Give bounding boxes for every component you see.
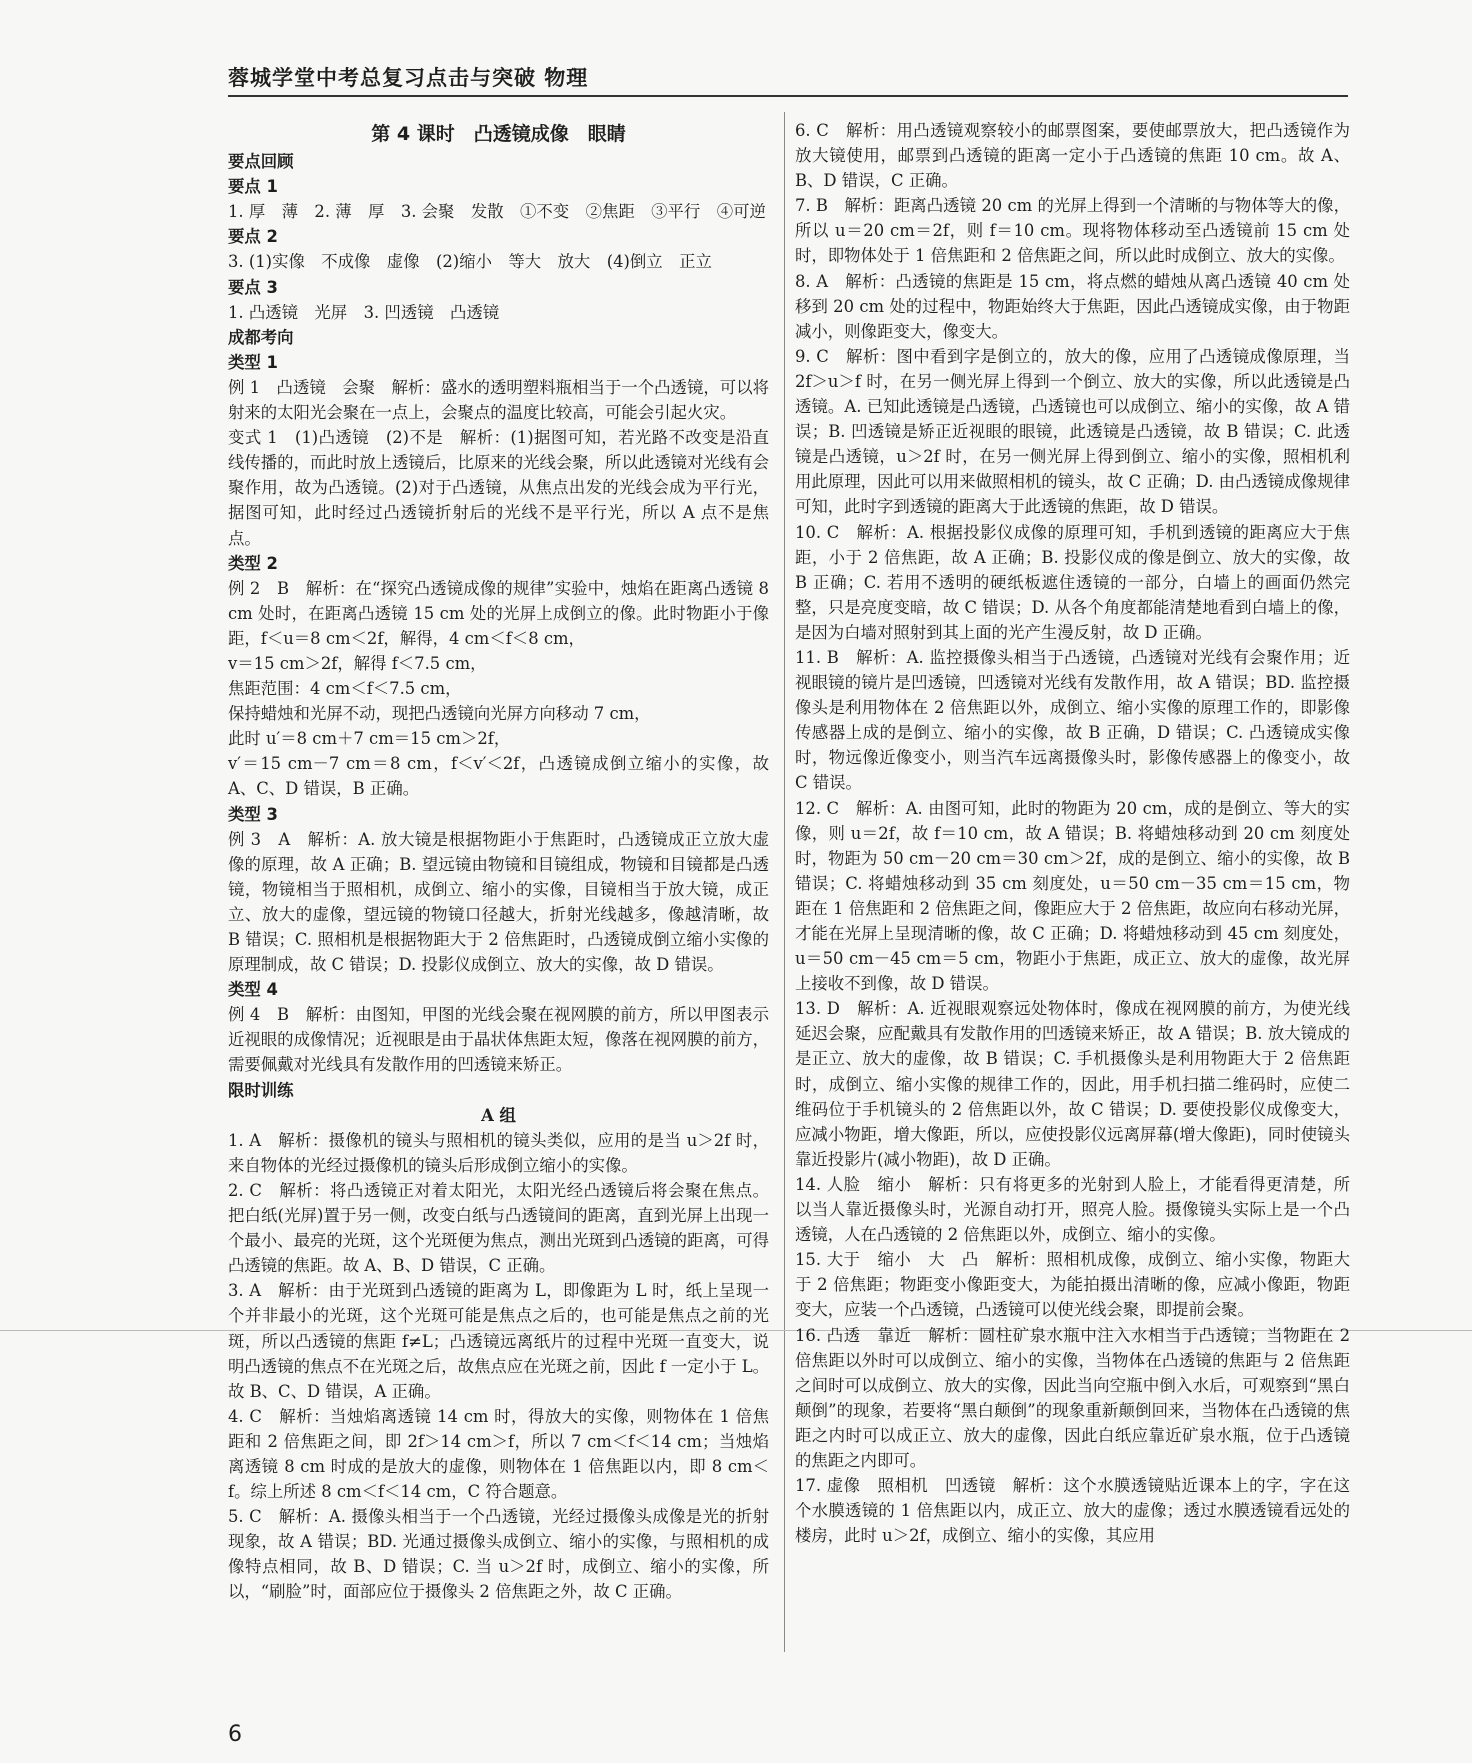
- section-heading: 成都考向: [228, 327, 294, 347]
- page-number: 6: [228, 1722, 242, 1747]
- group-heading: A 组: [481, 1105, 516, 1125]
- answer-paragraph: 1. 厚 薄 2. 薄 厚 3. 会聚 发散 ①不变 ②焦距 ③平行 ④可逆: [228, 202, 766, 222]
- answer-paragraph: 5. C 解析：A. 摄像头相当于一个凸透镜，光经过摄像头成像是光的折射现象，故 A 错误；BD. 光通过摄像头成倒立、缩小的实像，与照相机的成像特点相同，故 B、D 错误；C. 当 u＞2f 时，成倒立、缩小的实像，所以，“刷脸”时，面部应位于摄像头 2 倍焦距之外，故 C 正确。: [228, 1507, 769, 1602]
- section-heading: 限时训练: [228, 1080, 294, 1100]
- section-heading: 要点 2: [228, 227, 278, 247]
- answer-paragraph: 保持蜡烛和光屏不动，现把凸透镜向光屏方向移动 7 cm，: [228, 704, 651, 724]
- answer-paragraph: 1. A 解析：摄像机的镜头与照相机的镜头类似，应用的是当 u＞2f 时，来自物体的光经过摄像机的镜头后形成倒立缩小的实像。: [228, 1130, 769, 1175]
- answer-paragraph: 4. C 解析：当烛焰离透镜 14 cm 时，得放大的实像，则物体在 1 倍焦距和 2 倍焦距之间，即 2f＞14 cm＞f，所以 7 cm＜f＜14 cm；当烛焰离透镜 8 cm 时成的是放大的虚像，则物体在 1 倍焦距以内，即 8 cm＜f。综上所述 8 cm＜f＜14 cm，C 符合题意。: [228, 1406, 769, 1502]
- left-column-body: [228, 149, 769, 1604]
- section-heading: 类型 4: [228, 980, 278, 1000]
- section-heading: 类型 2: [228, 553, 278, 573]
- answer-paragraph: 1. 凸透镜 光屏 3. 凹透镜 凸透镜: [228, 302, 500, 322]
- header-rule: [228, 95, 1348, 97]
- answer-paragraph: 16. 凸透 靠近 解析：圆柱矿泉水瓶中注入水相当于凸透镜；当物距在 2 倍焦距以外时可以成倒立、缩小的实像，当物体在凸透镜的焦距与 2 倍焦距之间时可以成倒立、放大的实像，因此当向空瓶中倒入水后，可观察到“黑白颠倒”的现象，若要将“黑白颠倒”的现象重新颠倒回来，当物体在凸透镜的焦距之内时可以成正立、放大的虚像，因此白纸应靠近矿泉水瓶，位于凸透镜的焦距之内即可。: [795, 1325, 1350, 1470]
- answer-paragraph: 6. C 解析：用凸透镜观察较小的邮票图案，要使邮票放大，把凸透镜作为放大镜使用，邮票到凸透镜的距离一定小于凸透镜的焦距 10 cm。故 A、B、D 错误，C 正确。: [795, 121, 1350, 191]
- answer-paragraph: 15. 大于 缩小 大 凸 解析：照相机成像，成倒立、缩小实像，物距大于 2 倍焦距；物距变小像距变大，为能拍摄出清晰的像，应减小像距，物距变大，应装一个凸透镜，凸透镜可以使光线会聚，即提前会聚。: [795, 1250, 1350, 1320]
- answer-paragraph: v＝15 cm＞2f，解得 f＜7.5 cm，: [228, 653, 487, 673]
- right-column: [795, 118, 1350, 1548]
- answer-paragraph: 例 2 B 解析：在“探究凸透镜成像的规律”实验中，烛焰在距离凸透镜 8 cm 处时，在距离凸透镜 15 cm 处的光屏上成倒立的像。此时物距小于像距，f＜u＝8 cm＜2f，解得，4 cm＜f＜8 cm，: [228, 578, 769, 648]
- answer-paragraph: 3. A 解析：由于光斑到凸透镜的距离为 L，即像距为 L 时，纸上呈现一个并非最小的光斑，这个光斑可能是焦点之后的，也可能是焦点之前的光斑，所以凸透镜的焦距 f≠L；凸透镜远离纸片的过程中光斑一直变大，说明凸透镜的焦点不在光斑之后，故焦点应在光斑之前，因此 f 一定小于 L。故 B、C、D 错误，A 正确。: [228, 1281, 769, 1401]
- answer-paragraph: 例 1 凸透镜 会聚 解析：盛水的透明塑料瓶相当于一个凸透镜，可以将射来的太阳光会聚在一点上，会聚点的温度比较高，可能会引起火灾。: [228, 377, 769, 423]
- left-column: [228, 118, 769, 1605]
- answer-paragraph: v′＝15 cm－7 cm＝8 cm，f＜v′＜2f，凸透镜成倒立缩小的实像，故 A、C、D 错误，B 正确。: [228, 754, 769, 799]
- answer-paragraph: 17. 虚像 照相机 凹透镜 解析：这个水膜透镜贴近课本上的字，字在这个水膜透镜的 1 倍焦距以内，成正立、放大的虚像；透过水膜透镜看远处的楼房，此时 u＞2f，成倒立、缩小的实像，其应用: [795, 1476, 1350, 1546]
- section-heading: 要点 3: [228, 277, 278, 297]
- answer-paragraph: 12. C 解析：A. 由图可知，此时的物距为 20 cm，成的是倒立、等大的实像，则 u＝2f，故 f＝10 cm，故 A 错误；B. 将蜡烛移动到 20 cm 刻度处时，物距为 50 cm－20 cm＝30 cm＞2f，成的是倒立、缩小的实像，故 B 错误；C. 将蜡烛移动到 35 cm 刻度处，u＝50 cm－35 cm＝15 cm，物距在 1 倍焦距和 2 倍焦距之间，像距应大于 2 倍焦距，故应向右移动光屏，才能在光屏上呈现清晰的像，故 C 正确；D. 将蜡烛移动到 45 cm 刻度处，u＝50 cm－45 cm＝5 cm，物距小于焦距，成正立、放大的虚像，故光屏上接收不到像，故 D 错误。: [795, 798, 1350, 994]
- section-heading: 要点 1: [228, 177, 278, 197]
- answer-paragraph: 2. C 解析：将凸透镜正对着太阳光，太阳光经凸透镜后将会聚在焦点。把白纸(光屏)置于另一侧，改变白纸与凸透镜间的距离，直到光屏上出现一个最小、最亮的光斑，这个光斑便为焦点，测出光斑到凸透镜的距离，可得凸透镜的焦距。故 A、B、D 错误，C 正确。: [228, 1180, 769, 1276]
- answer-paragraph: 变式 1 (1)凸透镜 (2)不是 解析：(1)据图可知，若光路不改变是沿直线传播的，而此时放上透镜后，比原来的光线会聚，所以此透镜对光线有会聚作用，故为凸透镜。(2)对于凸透镜，从焦点出发的光线会成为平行光，据图可知，此时经过凸透镜折射后的光线不是平行光，所以 A 点不是焦点。: [228, 428, 769, 548]
- answer-paragraph: 8. A 解析：凸透镜的焦距是 15 cm，将点燃的蜡烛从离凸透镜 40 cm 处移到 20 cm 处的过程中，物距始终大于焦距，因此凸透镜成实像，由于物距减小，则像距变大，像变大。: [795, 271, 1350, 341]
- right-column-body: [795, 118, 1350, 1548]
- answer-paragraph: 此时 u′＝8 cm＋7 cm＝15 cm＞2f，: [228, 729, 511, 749]
- section-heading: 类型 3: [228, 804, 278, 824]
- column-divider: [784, 112, 785, 1652]
- section-heading: 要点回顾: [228, 152, 294, 172]
- answer-paragraph: 11. B 解析：A. 监控摄像头相当于凸透镜，凸透镜对光线有会聚作用；近视眼镜的镜片是凹透镜，凹透镜对光线有发散作用，故 A 错误；BD. 监控摄像头是利用物体在 2 倍焦距以外，成倒立、缩小实像的原理工作的，即影像传感器上成的是倒立、缩小的实像，故 B 正确，D 错误；C. 凸透镜成实像时，物远像近像变小，则当汽车远离摄像头时，影像传感器上的像变小，故 C 错误。: [795, 647, 1350, 793]
- answer-paragraph: 10. C 解析：A. 根据投影仪成像的原理可知，手机到透镜的距离应大于焦距，小于 2 倍焦距，故 A 正确；B. 投影仪成的像是倒立、放大的实像，故 B 正确；C. 若用不透明的硬纸板遮住透镜的一部分，白墙上的画面仍然完整，只是亮度变暗，故 C 错误；D. 从各个角度都能清楚地看到白墙上的像，是因为白墙对照射到其上面的光产生漫反射，故 D 正确。: [795, 522, 1350, 642]
- answer-paragraph: 例 4 B 解析：由图知，甲图的光线会聚在视网膜的前方，所以甲图表示近视眼的成像情况；近视眼是由于晶状体焦距太短，像落在视网膜的前方，需要佩戴对光线具有发散作用的凹透镜来矫正。: [228, 1005, 769, 1075]
- running-header: 蓉城学堂中考总复习点击与突破 物理: [228, 66, 589, 90]
- answer-paragraph: 13. D 解析：A. 近视眼观察远处物体时，像成在视网膜的前方，为使光线延迟会聚，应配戴具有发散作用的凹透镜来矫正，故 A 错误；B. 放大镜成的是正立、放大的虚像，故 B 错误；C. 手机摄像头是利用物距大于 2 倍焦距时，成倒立、缩小实像的规律工作的，因此，用手机扫描二维码时，应使二维码位于手机镜头的 2 倍焦距以外，故 C 错误；D. 要使投影仪成像变大，应减小物距，增大像距，所以，应使投影仪远离屏幕(增大像距)，同时使镜头靠近投影片(减小物距)，故 D 正确。: [795, 999, 1350, 1169]
- section-heading: 类型 1: [228, 352, 278, 372]
- lesson-title: 第 4 课时 凸透镜成像 眼睛: [371, 123, 626, 145]
- answer-paragraph: 14. 人脸 缩小 解析：只有将更多的光射到人脸上，才能看得更清楚，所以当人靠近摄像头时，光源自动打开，照亮人脸。摄像镜头实际上是一个凸透镜，人在凸透镜的 2 倍焦距以外，成倒立、缩小的实像。: [795, 1174, 1350, 1245]
- answer-paragraph: 例 3 A 解析：A. 放大镜是根据物距小于焦距时，凸透镜成正立放大虚像的原理，故 A 正确；B. 望远镜由物镜和目镜组成，物镜和目镜都是凸透镜，物镜相当于照相机，成倒立、缩小的实像，目镜相当于放大镜，成正立、放大的虚像，望远镜的物镜口径越大，折射光线越多，像越清晰，故 B 错误；C. 照相机是根据物距大于 2 倍焦距时，凸透镜成倒立缩小实像的原理制成，故 C 错误；D. 投影仪成倒立、放大的实像，故 D 错误。: [228, 829, 769, 975]
- answer-paragraph: 7. B 解析：距离凸透镜 20 cm 的光屏上得到一个清晰的与物体等大的像，所以 u＝20 cm＝2f，则 f＝10 cm。现将物体移动至凸透镜前 15 cm 处时，即物体处于 1 倍焦距和 2 倍焦距之间，所以此时成倒立、放大的实像。: [795, 196, 1350, 266]
- answer-paragraph: 9. C 解析：图中看到字是倒立的，放大的像，应用了凸透镜成像原理，当 2f＞u＞f 时，在另一侧光屏上得到一个倒立、放大的实像，所以此透镜是凸透镜。A. 已知此透镜是凸透镜，凸透镜也可以成倒立、缩小的实像，故 A 错误；B. 凹透镜是矫正近视眼的眼镜，此透镜是凸透镜，故 B 错误；C. 此透镜是凸透镜，u＞2f 时，在另一侧光屏上得到倒立、缩小的实像，照相机利用此原理，因此可以用来做照相机的镜头，故 C 正确；D. 由凸透镜成像规律可知，此时字到透镜的距离大于此透镜的焦距，故 D 错误。: [795, 346, 1350, 517]
- answer-paragraph: 焦距范围：4 cm＜f＜7.5 cm，: [228, 679, 462, 699]
- answer-paragraph: 3. (1)实像 不成像 虚像 (2)缩小 等大 放大 (4)倒立 正立: [228, 252, 712, 272]
